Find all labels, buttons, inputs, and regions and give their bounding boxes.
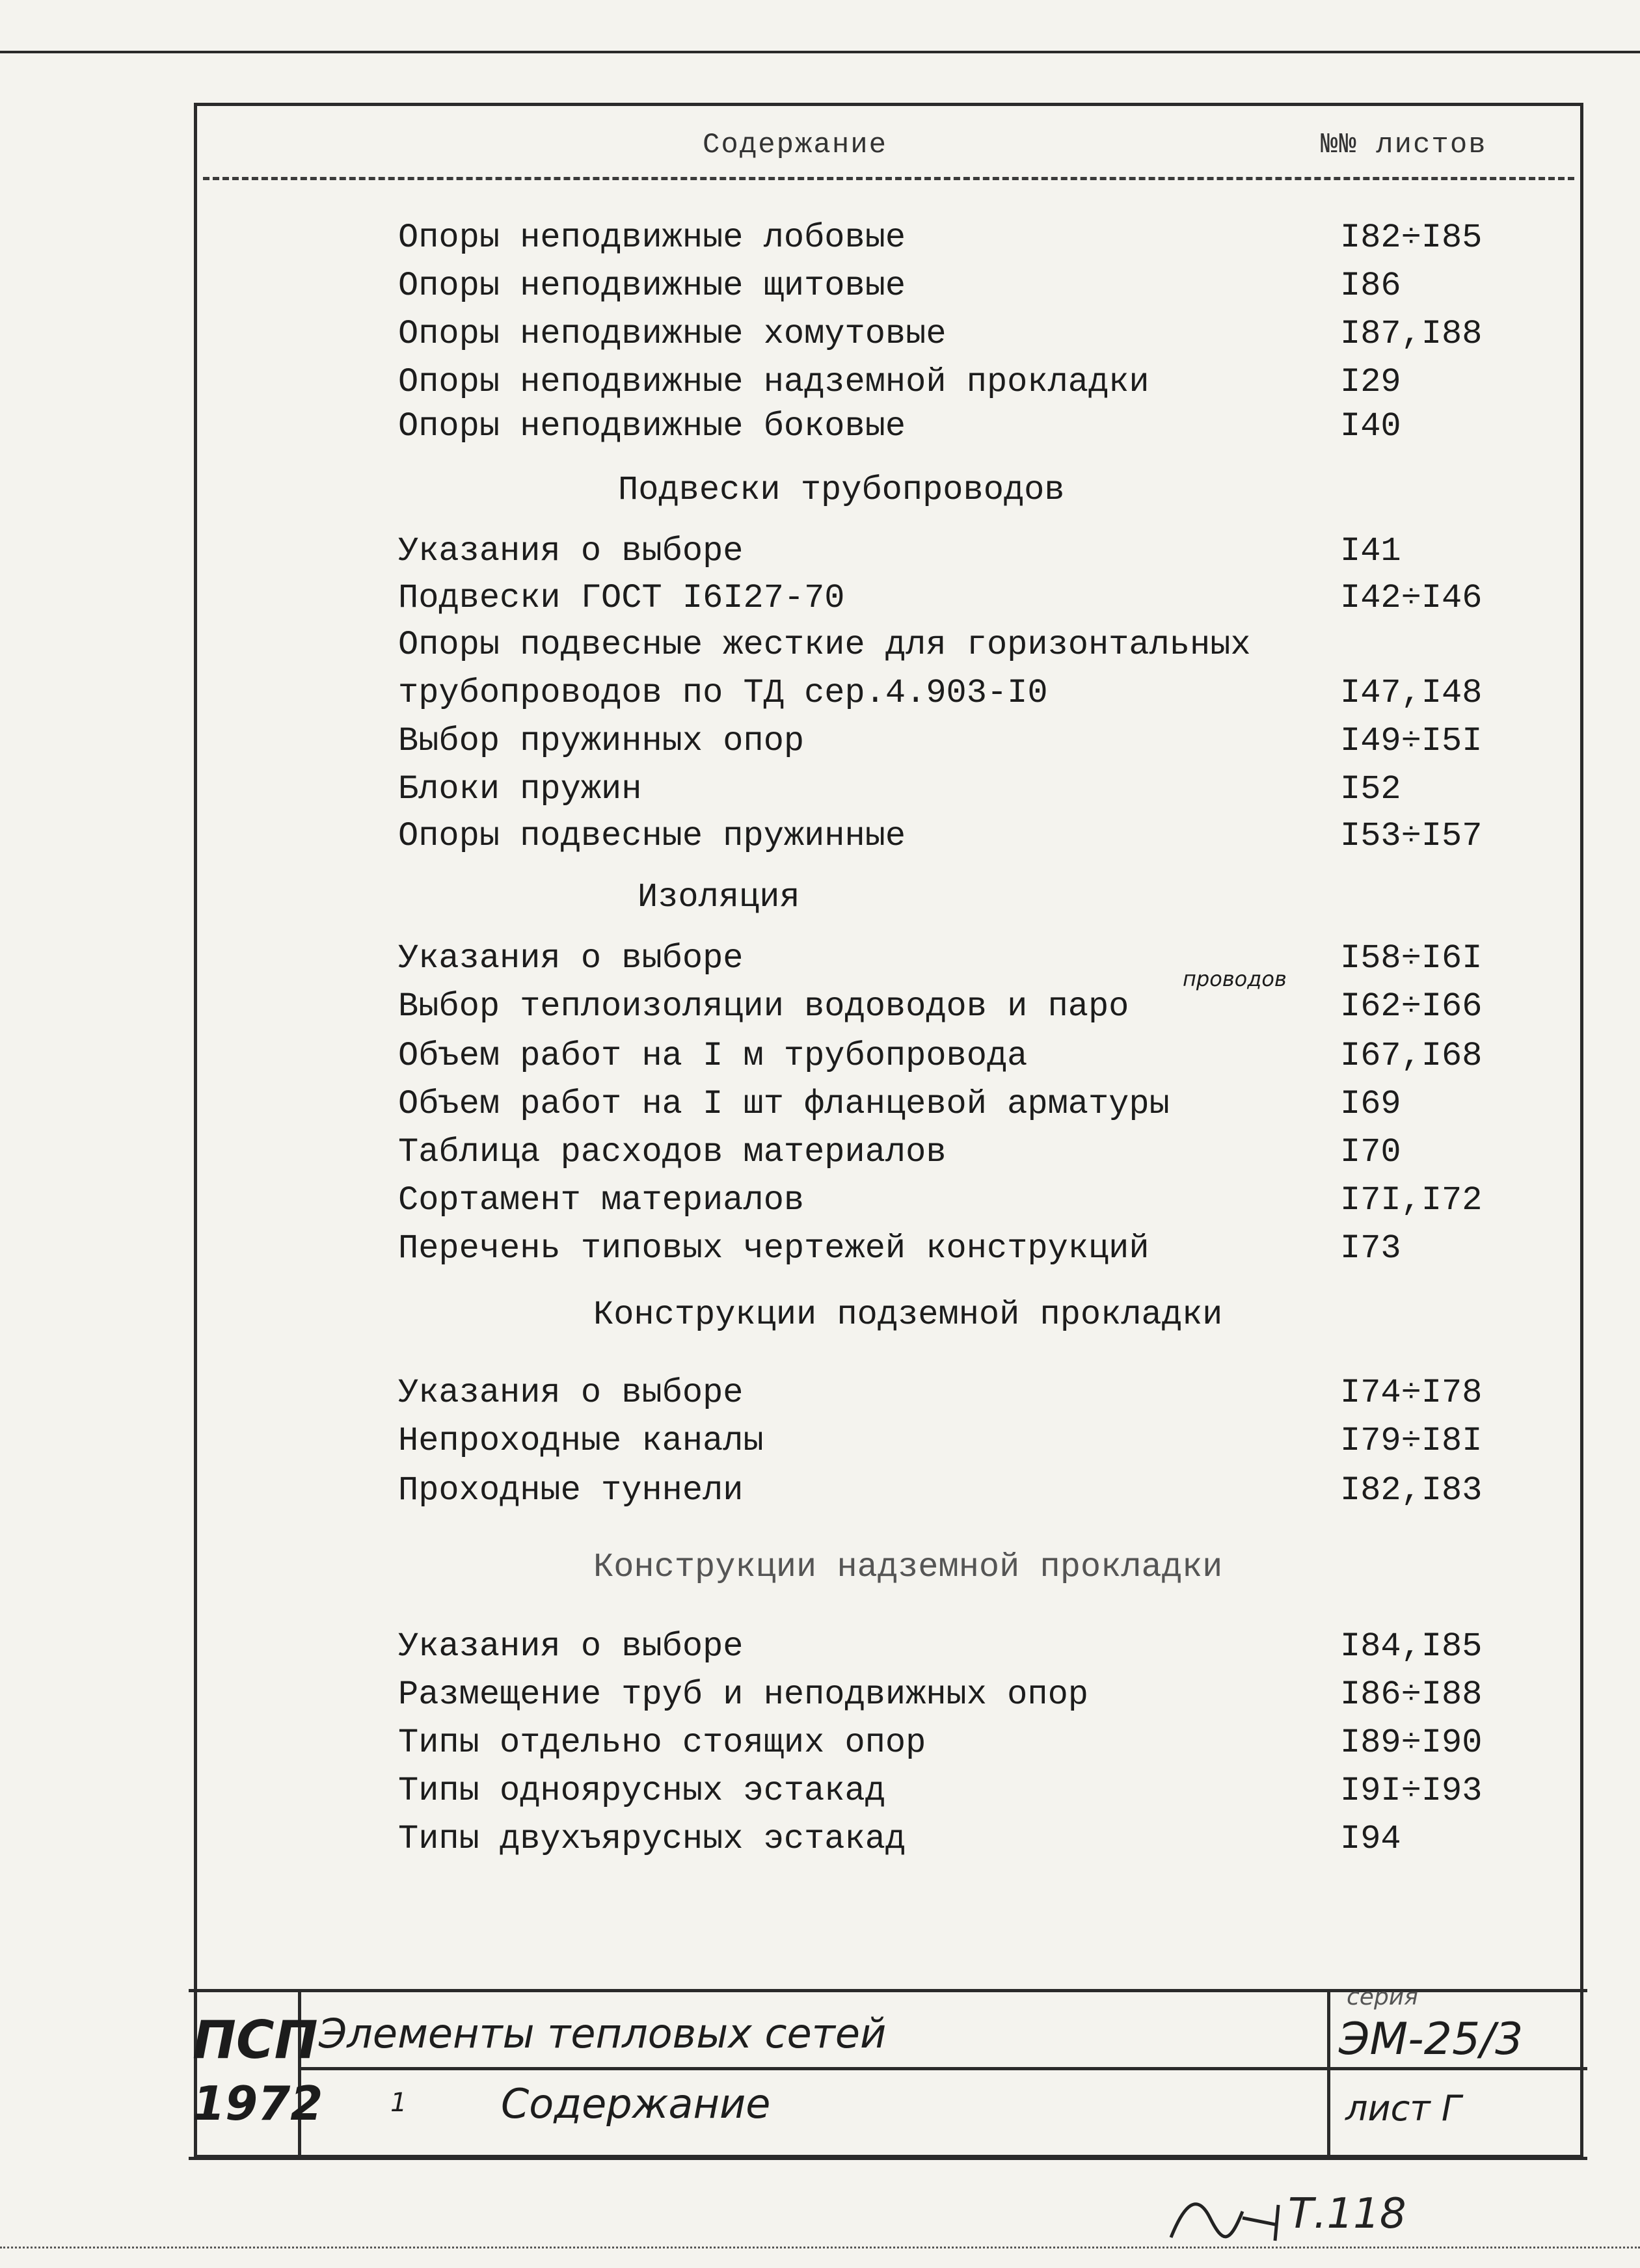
year: 1972 (193, 2076, 323, 2131)
section-heading: Конструкции надземной прокладки (593, 1548, 1223, 1586)
entry-title: Подвески ГОСТ I6I27-70 (398, 579, 845, 617)
header-rule (203, 177, 1574, 180)
entry-pages: I62÷I66 (1340, 987, 1483, 1026)
document-title: Содержание (501, 2080, 771, 2128)
entry-title: Типы отдельно стоящих опор (398, 1724, 926, 1762)
entry-pages: I67,I68 (1340, 1037, 1483, 1075)
section-heading: Подвески трубопроводов (618, 471, 1065, 509)
entry-pages: I49÷I5I (1340, 722, 1483, 760)
entry-pages: I52 (1340, 770, 1401, 808)
entry-title: Указания о выборе (398, 939, 744, 978)
entry-title: Перечень типовых чертежей конструкций (398, 1229, 1149, 1268)
signature (1164, 2179, 1412, 2250)
title-block-right-divider (1327, 1989, 1330, 2159)
entry-pages: I9I÷I93 (1340, 1772, 1483, 1810)
entry-title: Непроходные каналы (398, 1422, 764, 1460)
entry-pages: I7I,I72 (1340, 1181, 1483, 1220)
entry-pages: I84,I85 (1340, 1627, 1483, 1666)
entry-title: Объем работ на I шт фланцевой арматуры (398, 1085, 1170, 1123)
document-name: Элементы тепловых сетей (319, 2010, 887, 2057)
section-heading: Изоляция (638, 878, 800, 916)
contents-header: Содержание (703, 129, 888, 161)
entry-pages: I89÷I90 (1340, 1724, 1483, 1762)
entry-title: Сортамент материалов (398, 1181, 805, 1220)
entry-pages: I40 (1340, 407, 1401, 446)
entry-title: Указания о выборе (398, 1627, 744, 1666)
entry-title: Объем работ на I м трубопровода (398, 1037, 1028, 1075)
sheet-number: лист Г (1345, 2088, 1462, 2129)
entry-pages: I42÷I46 (1340, 579, 1483, 617)
entry-pages: I69 (1340, 1085, 1401, 1123)
entry-title: Выбор пружинных опор (398, 722, 805, 760)
sheet-digit: 1 (390, 2088, 407, 2118)
entry-title: Типы одноярусных эстакад (398, 1772, 885, 1810)
entry-pages: I29 (1340, 363, 1401, 401)
top-rule (0, 51, 1640, 53)
entry-title: Размещение труб и неподвижных опор (398, 1675, 1088, 1714)
series-label: серия (1347, 1984, 1418, 2010)
entry-title: Опоры неподвижные щитовые (398, 267, 906, 305)
entry-title: трубопроводов по ТД сер.4.903-I0 (398, 674, 1048, 712)
entry-pages: I79÷I8I (1340, 1422, 1483, 1460)
entry-title: Блоки пружин (398, 770, 642, 808)
entry-pages: I70 (1340, 1133, 1401, 1171)
org-code: ПСП (193, 2010, 318, 2070)
signature-mark: Т.118 (1288, 2190, 1406, 2238)
entry-title: Указания о выборе (398, 1374, 744, 1412)
entry-title: Опоры неподвижные лобовые (398, 219, 906, 257)
handwritten-correction: проводов (1183, 967, 1287, 991)
entry-pages: I73 (1340, 1229, 1401, 1268)
entry-pages: I58÷I6I (1340, 939, 1483, 978)
entry-pages: I47,I48 (1340, 674, 1483, 712)
entry-pages: I82÷I85 (1340, 219, 1483, 257)
entry-pages: I86÷I88 (1340, 1675, 1483, 1714)
entry-pages: I87,I88 (1340, 315, 1483, 353)
entry-title: Опоры подвесные пружинные (398, 817, 906, 855)
sheets-header: №№ листов (1321, 129, 1487, 161)
entry-title: Проходные туннели (398, 1471, 744, 1510)
entry-title: Опоры неподвижные хомутовые (398, 315, 947, 353)
entry-title: Опоры неподвижные боковые (398, 407, 906, 446)
entry-title: Опоры неподвижные надземной прокладки (398, 363, 1149, 401)
entry-title: Таблица расходов материалов (398, 1133, 947, 1171)
entry-pages: I86 (1340, 267, 1401, 305)
section-heading: Конструкции подземной прокладки (593, 1296, 1223, 1334)
entry-pages: I94 (1340, 1820, 1401, 1858)
entry-title: Опоры подвесные жесткие для горизонтальных (398, 626, 1251, 664)
entry-title: Указания о выборе (398, 532, 744, 570)
entry-pages: I82,I83 (1340, 1471, 1483, 1510)
series-number: ЭМ-25/3 (1339, 2014, 1524, 2065)
entry-pages: I74÷I78 (1340, 1374, 1483, 1412)
entry-title: Типы двухъярусных эстакад (398, 1820, 906, 1858)
entry-title: Выбор теплоизоляции водоводов и паро (398, 987, 1129, 1026)
entry-pages: I41 (1340, 532, 1401, 570)
title-block-bottom-rule (189, 2157, 1587, 2160)
entry-pages: I53÷I57 (1340, 817, 1483, 855)
title-block-mid-rule (299, 2067, 1587, 2070)
bottom-rule (0, 2247, 1640, 2248)
